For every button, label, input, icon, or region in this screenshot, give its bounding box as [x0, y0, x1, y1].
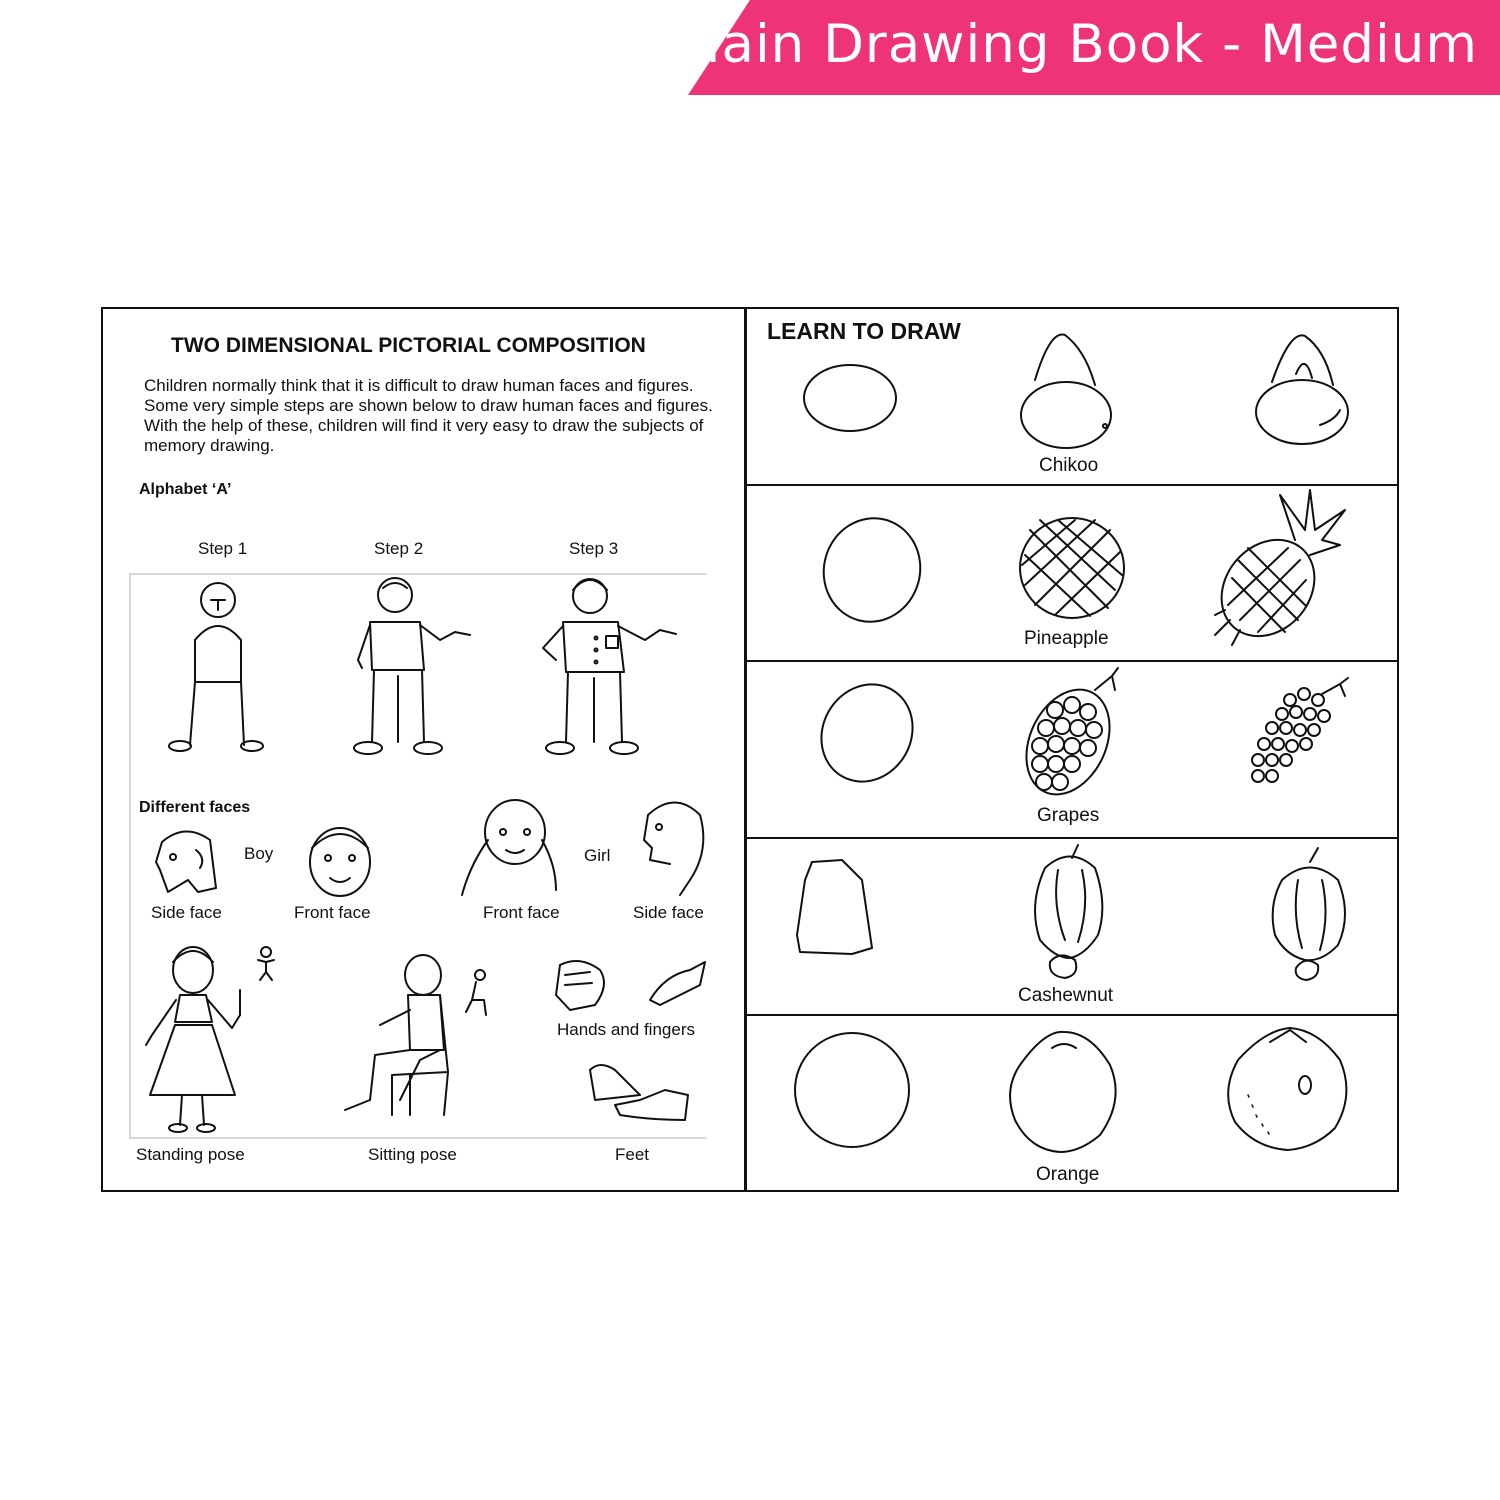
standing-pose-sketch [146, 947, 274, 1132]
fruit-label: Cashewnut [1018, 985, 1114, 1006]
step2-figure [354, 578, 470, 754]
step1-figure [169, 583, 263, 751]
chikoo-step3 [1256, 335, 1348, 444]
boy-side-face-sketch [156, 831, 216, 892]
cashewnut-step2 [1035, 845, 1102, 978]
girl-label: Girl [584, 846, 611, 865]
face-caption: Side face [151, 903, 222, 922]
sitting-pose-sketch [345, 955, 486, 1115]
step-label: Step 1 [198, 539, 248, 558]
grapes-step1 [804, 668, 930, 799]
girl-side-face-sketch [644, 803, 703, 896]
banner-title: Plain Drawing Book - Medium [672, 14, 1478, 75]
face-caption: Front face [294, 903, 371, 922]
grapes-step2 [1010, 668, 1125, 808]
intro-paragraph: Children normally think that it is difficult to draw human faces and figures. Some very simple steps are shown below to draw human faces and figures. With the help of these, children will find it very easy to draw the subjects of memory drawing. [144, 376, 713, 455]
orange-step1 [795, 1033, 909, 1147]
right-page-title: LEARN TO DRAW [767, 318, 961, 344]
boy-front-face-sketch [310, 828, 370, 896]
orange-step2 [1010, 1032, 1116, 1152]
boy-label: Boy [244, 844, 274, 863]
face-caption: Side face [633, 903, 704, 922]
pose-caption: Feet [615, 1145, 650, 1164]
feet-sketch [590, 1065, 688, 1120]
cashewnut-step1 [797, 860, 872, 954]
chikoo-step1 [804, 365, 896, 431]
grapes-step3 [1252, 678, 1348, 782]
hands-sketch [556, 961, 705, 1010]
girl-front-face-sketch [462, 800, 556, 895]
step-label: Step 2 [374, 539, 424, 558]
fruit-label: Pineapple [1024, 628, 1109, 649]
left-page-title: TWO DIMENSIONAL PICTORIAL COMPOSITION [171, 334, 646, 357]
sketch-frame [130, 574, 706, 1138]
hands-caption: Hands and fingers [557, 1020, 695, 1039]
faces-heading: Different faces [139, 799, 251, 816]
step-label: Step 3 [569, 539, 619, 558]
alphabet-heading: Alphabet ‘A’ [139, 481, 232, 498]
pineapple-step1 [812, 507, 932, 632]
step3-figure [543, 579, 676, 754]
pineapple-step2 [1020, 518, 1124, 618]
fruit-label: Grapes [1037, 805, 1100, 826]
pose-caption: Sitting pose [368, 1145, 457, 1164]
pineapple-step3 [1202, 490, 1345, 655]
fruit-label: Orange [1036, 1164, 1100, 1185]
pose-caption: Standing pose [136, 1145, 245, 1164]
orange-step3 [1228, 1028, 1346, 1150]
chikoo-step2 [1021, 335, 1111, 448]
cashewnut-step3 [1273, 848, 1345, 980]
face-caption: Front face [483, 903, 560, 922]
fruit-label: Chikoo [1039, 455, 1099, 476]
